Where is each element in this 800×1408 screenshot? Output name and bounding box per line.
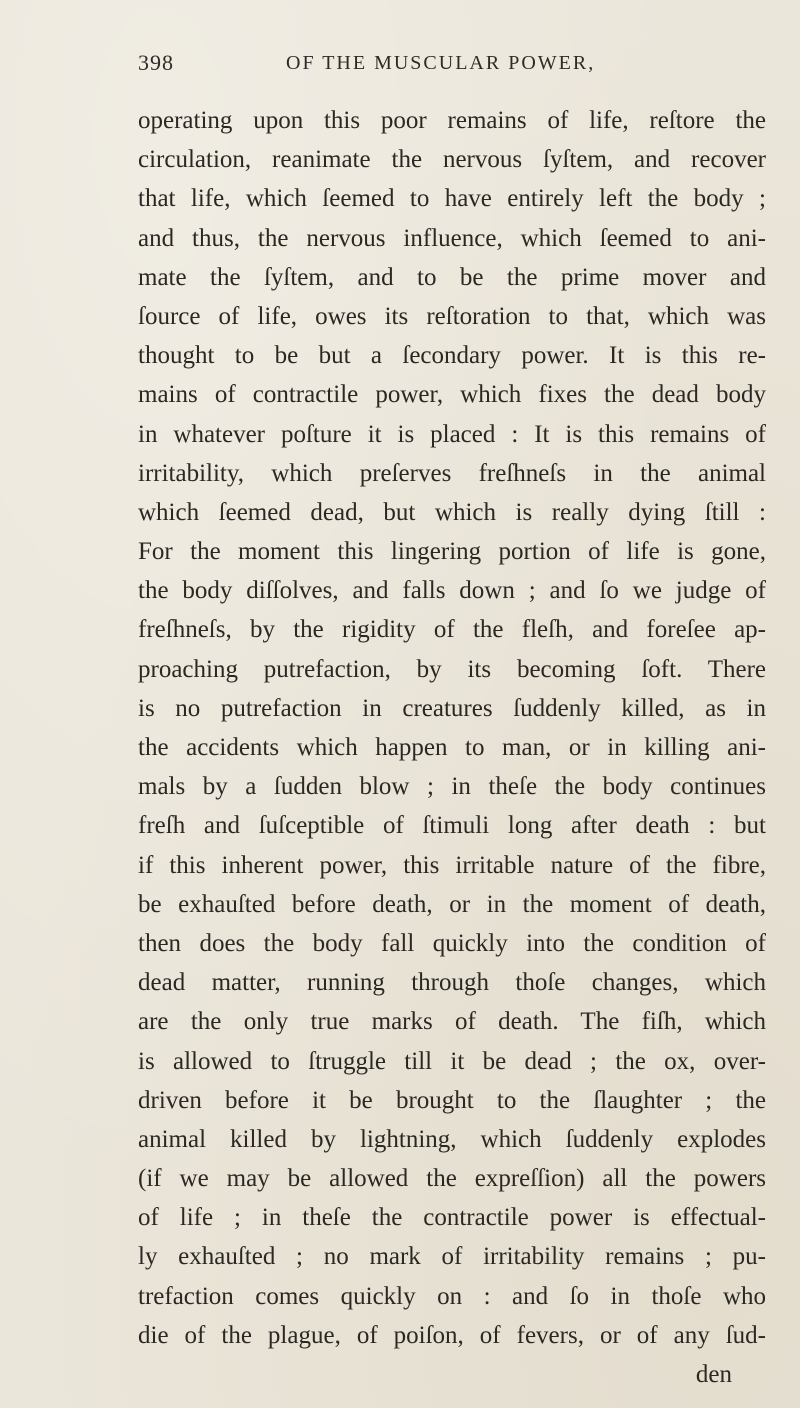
text-line: irritability, which preſerves freſhneſs in the animal: [138, 459, 766, 487]
text-line: and thus, the nervous influence, which ſeemed to ani-: [138, 224, 766, 252]
text-line: animal killed by lightning, which ſuddenly explodes: [138, 1125, 766, 1153]
body-text: [138, 101, 766, 1394]
text-line: is no putrefaction in creatures ſuddenly killed, as in: [138, 694, 766, 722]
text-line: mals by a ſudden blow ; in theſe the body continues: [138, 773, 766, 801]
text-line: driven before it be brought to the ſlaughter ; the: [138, 1086, 766, 1114]
text-line: are the only true marks of death. The fiſh, which: [138, 1008, 766, 1036]
text-line: that life, which ſeemed to have entirely left the body ;: [138, 185, 766, 213]
text-line: ly exhauſted ; no mark of irritability remains ; pu-: [138, 1243, 766, 1271]
text-line: mate the ſyſtem, and to be the prime mover and: [138, 263, 766, 291]
text-line: operating upon this poor remains of life, reſtore the: [138, 107, 766, 134]
text-line: (if we may be allowed the expreſſion) all the powers: [138, 1165, 766, 1193]
text-line: be exhauſted before death, or in the moment of death,: [138, 890, 766, 918]
text-line: of life ; in theſe the contractile power is effectual-: [138, 1204, 766, 1232]
text-line: trefaction comes quickly on : and ſo in thoſe who: [138, 1282, 766, 1310]
text-line: if this inherent power, this irritable nature of the fibre,: [138, 851, 766, 879]
text-line: then does the body fall quickly into the condition of: [138, 929, 766, 957]
page-number: 398: [138, 50, 174, 75]
text-line: is allowed to ſtruggle till it be dead ; the ox, over-: [138, 1047, 766, 1075]
text-line: For the moment this lingering portion of life is gone,: [138, 538, 766, 566]
catchword: den: [695, 1361, 732, 1388]
text-line: which ſeemed dead, but which is really dying ſtill :: [138, 498, 766, 526]
text-line: circulation, reanimate the nervous ſyſtem, and recover: [138, 146, 766, 174]
text-line: proaching putrefaction, by its becoming ſoft. There: [138, 655, 766, 683]
text-line: mains of contractile power, which fixes the dead body: [138, 381, 766, 409]
text-line: thought to be but a ſecondary power. It is this re-: [138, 342, 766, 370]
text-line: ſource of life, owes its reſtoration to that, which was: [138, 302, 766, 330]
text-line: the body diſſolves, and falls down ; and ſo we judge of: [138, 577, 766, 605]
page-header: [138, 50, 738, 90]
text-line: in whatever poſture it is placed : It is this remains of: [138, 420, 766, 448]
text-line: freſh and ſuſceptible of ſtimuli long after death : but: [138, 812, 766, 840]
text-line: the accidents which happen to man, or in killing ani-: [138, 734, 766, 761]
text-line: die of the plague, of poiſon, of fevers, or of any ſud-: [138, 1321, 766, 1349]
text-line: dead matter, running through thoſe changes, which: [138, 969, 766, 997]
running-head: OF THE MUSCULAR POWER,: [286, 52, 596, 74]
text-line: freſhneſs, by the rigidity of the fleſh, and foreſee ap-: [138, 616, 766, 644]
